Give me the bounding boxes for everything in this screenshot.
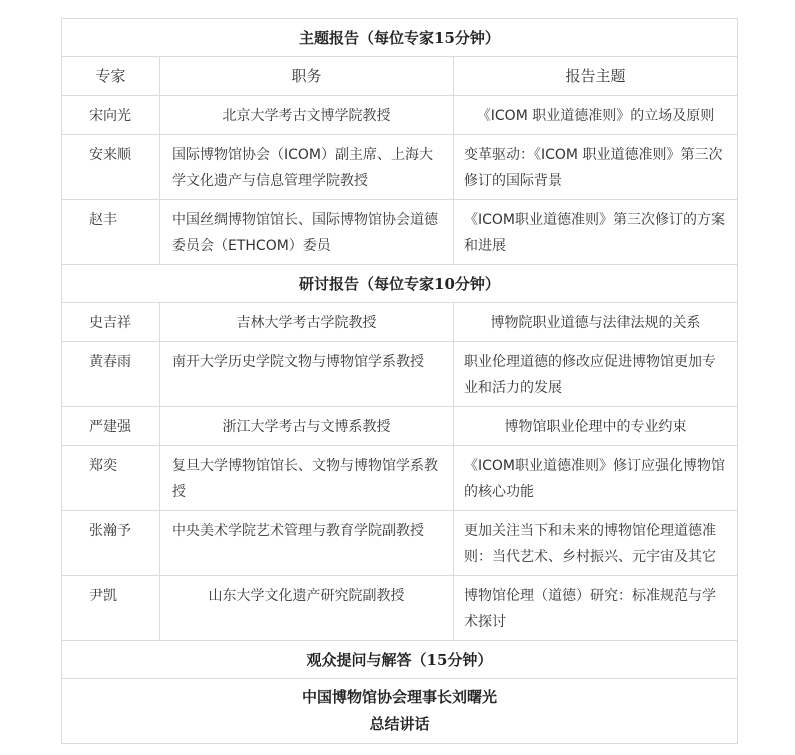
expert-position: 山东大学文化遗产研究院副教授 bbox=[160, 576, 454, 641]
expert-position: 中国丝绸博物馆馆长、国际博物馆协会道德委员会（ETHCOM）委员 bbox=[160, 200, 454, 265]
report-topic: 变革驱动：《ICOM 职业道德准则》第三次修订的国际背景 bbox=[454, 135, 738, 200]
report-topic: 《ICOM职业道德准则》修订应强化博物馆的核心功能 bbox=[454, 446, 738, 511]
expert-name: 严建强 bbox=[62, 407, 160, 446]
table-row bbox=[62, 200, 738, 265]
closing-speaker: 中国博物馆协会理事长刘曙光 bbox=[301, 688, 497, 706]
report-topic: 《ICOM职业道德准则》第三次修订的方案和进展 bbox=[454, 200, 738, 265]
closing-title: 总结讲话 bbox=[369, 715, 430, 733]
report-topic: 博物馆伦理（道德）研究：标准规范与学术探讨 bbox=[454, 576, 738, 641]
report-topic: 《ICOM 职业道德准则》的立场及原则 bbox=[454, 96, 738, 135]
header-topic: 报告主题 bbox=[454, 57, 738, 96]
expert-name: 宋向光 bbox=[62, 96, 160, 135]
table-row bbox=[62, 446, 738, 511]
expert-position: 国际博物馆协会（ICOM）副主席、上海大学文化遗产与信息管理学院教授 bbox=[160, 135, 454, 200]
schedule-table bbox=[61, 18, 738, 744]
table-header-row bbox=[62, 57, 738, 96]
table-row bbox=[62, 511, 738, 576]
expert-name: 安来顺 bbox=[62, 135, 160, 200]
expert-name: 张瀚予 bbox=[62, 511, 160, 576]
expert-name: 黄春雨 bbox=[62, 342, 160, 407]
section-title-seminar: 研讨报告（每位专家10分钟） bbox=[62, 265, 738, 303]
section-title-qa: 观众提问与解答（15分钟） bbox=[62, 641, 738, 679]
table-row bbox=[62, 576, 738, 641]
report-topic: 更加关注当下和未来的博物馆伦理道德准则：当代艺术、乡村振兴、元宇宙及其它 bbox=[454, 511, 738, 576]
report-topic: 博物院职业道德与法律法规的关系 bbox=[454, 303, 738, 342]
expert-name: 史吉祥 bbox=[62, 303, 160, 342]
expert-position: 复旦大学博物馆馆长、文物与博物馆学系教授 bbox=[160, 446, 454, 511]
report-topic: 博物馆职业伦理中的专业约束 bbox=[454, 407, 738, 446]
expert-position: 中央美术学院艺术管理与教育学院副教授 bbox=[160, 511, 454, 576]
expert-position: 南开大学历史学院文物与博物馆学系教授 bbox=[160, 342, 454, 407]
table-row bbox=[62, 407, 738, 446]
header-position: 职务 bbox=[160, 57, 454, 96]
expert-position: 浙江大学考古与文博系教授 bbox=[160, 407, 454, 446]
report-topic: 职业伦理道德的修改应促进博物馆更加专业和活力的发展 bbox=[454, 342, 738, 407]
expert-name: 尹凯 bbox=[62, 576, 160, 641]
table-row bbox=[62, 96, 738, 135]
table-row bbox=[62, 303, 738, 342]
expert-position: 北京大学考古文博学院教授 bbox=[160, 96, 454, 135]
section-title-keynote: 主题报告（每位专家15分钟） bbox=[62, 19, 738, 57]
table-row bbox=[62, 135, 738, 200]
expert-name: 赵丰 bbox=[62, 200, 160, 265]
table-row bbox=[62, 342, 738, 407]
expert-position: 吉林大学考古学院教授 bbox=[160, 303, 454, 342]
closing-remarks bbox=[62, 679, 738, 744]
expert-name: 郑奕 bbox=[62, 446, 160, 511]
header-expert: 专家 bbox=[62, 57, 160, 96]
